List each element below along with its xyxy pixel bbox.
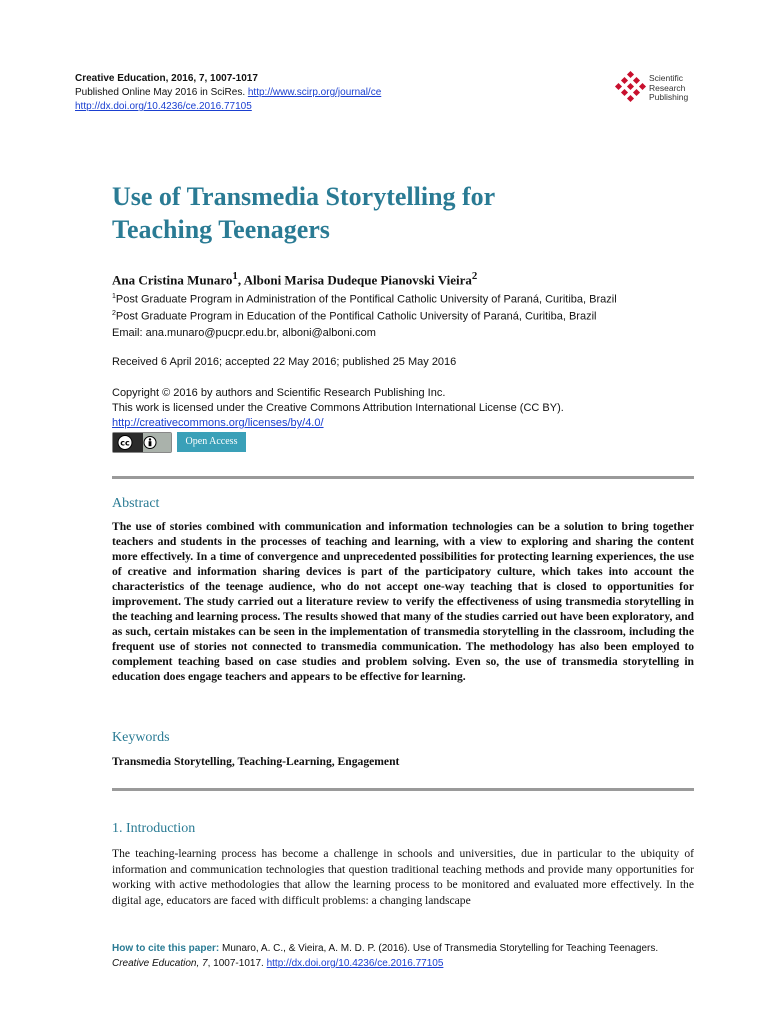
authors	[112, 270, 477, 288]
publisher-line1: Scientific	[649, 73, 684, 83]
affiliation-2	[112, 310, 596, 323]
affiliation-1-sup: 1	[112, 293, 116, 300]
license-line: This work is licensed under the Creative Commons Attribution International License (CC BY).	[112, 402, 564, 414]
section-divider	[112, 788, 694, 791]
cite-journal: Creative Education, 7	[112, 958, 208, 969]
publisher-logo	[614, 70, 724, 110]
copyright-block	[112, 386, 564, 431]
author-separator: ,	[237, 272, 244, 288]
title-line2: Teaching Teenagers	[112, 215, 330, 244]
paper-title	[112, 180, 672, 246]
citation-footer	[112, 941, 712, 971]
publisher-line2: Research	[649, 82, 686, 93]
published-prefix: Published Online May 2016 in SciRes.	[75, 87, 246, 98]
published-line	[75, 86, 381, 100]
author-1-sup: 1	[232, 270, 238, 282]
journal-header	[75, 72, 381, 114]
publisher-name	[649, 74, 688, 103]
publisher-logo-icon	[614, 70, 648, 110]
abstract-heading: Abstract	[112, 496, 160, 511]
keywords-text: Transmedia Storytelling, Teaching-Learning, Engagement	[112, 755, 400, 768]
section-divider	[112, 476, 694, 479]
open-access-badge: Open Access	[177, 432, 246, 452]
introduction-heading: 1. Introduction	[112, 821, 196, 836]
journal-citation: Creative Education, 2016, 7, 1007-1017	[75, 73, 258, 84]
introduction-text: The teaching-learning process has become a challenge in schools and universities, due in particular to the ubiquity of information and communication technologies that question traditional teaching methods and provide many opportunities for working with active methodologies that allow the learning process to be monitored and evaluated more effectively. In the digital age, educators are faced with difficult problems: a changing landscape	[112, 847, 694, 907]
affiliation-1	[112, 293, 617, 306]
affiliation-2-sup: 2	[112, 310, 116, 317]
license-link[interactable]: http://creativecommons.org/licenses/by/4.0/	[112, 417, 324, 429]
affiliation-1-text: Post Graduate Program in Administration of the Pontifical Catholic University of Paraná, Curitiba, Brazil	[115, 293, 617, 306]
copyright-line: Copyright © 2016 by authors and Scientific Research Publishing Inc.	[112, 387, 446, 399]
cite-pages: , 1007-1017.	[207, 958, 264, 969]
doi-link[interactable]: http://dx.doi.org/10.4236/ce.2016.77105	[75, 101, 252, 112]
author-2: Alboni Marisa Dudeque Pianovski Vieira	[243, 272, 472, 288]
cc-by-icon	[113, 433, 171, 452]
title-line1: Use of Transmedia Storytelling for	[112, 182, 496, 211]
abstract-text: The use of stories combined with communication and information technologies can be a solution to bring together teachers and students in the processes of teaching and learning, with a view to exploring and sharing the content more effectively. In a time of convergence and unprecedented possibilities for protecting learning experiences, the use of creative and information sharing devices is part of the participatory culture, which takes into account the characteristics of the teenage audience, who do not accept one-way teaching that is closed to opportunities for improvement. The study carried out a literature review to verify the effectiveness of using transmedia storytelling in the teaching and learning process. The results showed that many of the studies carried out have been exploratory, and as such, certain mistakes can be seen in the implementation of transmedia storytelling in the classroom, including the frequent use of stories not connected to transmedia communication. The methodology has also been employed to complement teaching based on case studies and problem solving. Even so, the use of transmedia storytelling in education does engage teachers and appears to be effective for learning.	[112, 520, 694, 683]
keywords-heading: Keywords	[112, 730, 170, 745]
dates-line: Received 6 April 2016; accepted 22 May 2016; published 25 May 2016	[112, 356, 457, 368]
journal-url-link[interactable]: http://www.scirp.org/journal/ce	[247, 87, 382, 98]
svg-text:cc: cc	[120, 438, 130, 448]
publisher-line3: Publishing	[649, 92, 689, 102]
author-1: Ana Cristina Munaro	[112, 272, 233, 288]
cc-by-badge[interactable]	[112, 432, 172, 453]
cite-doi-link[interactable]: http://dx.doi.org/10.4236/ce.2016.77105	[266, 958, 444, 969]
cite-text: Munaro, A. C., & Vieira, A. M. D. P. (2016). Use of Transmedia Storytelling for Teaching Teenagers.	[222, 943, 659, 954]
author-2-sup: 2	[471, 270, 478, 282]
email-line: Email: ana.munaro@pucpr.edu.br, alboni@alboni.com	[112, 327, 376, 339]
affiliation-2-text: Post Graduate Program in Education of the Pontifical Catholic University of Paraná, Curitiba, Brazil	[115, 310, 597, 323]
cite-label: How to cite this paper:	[112, 943, 220, 954]
